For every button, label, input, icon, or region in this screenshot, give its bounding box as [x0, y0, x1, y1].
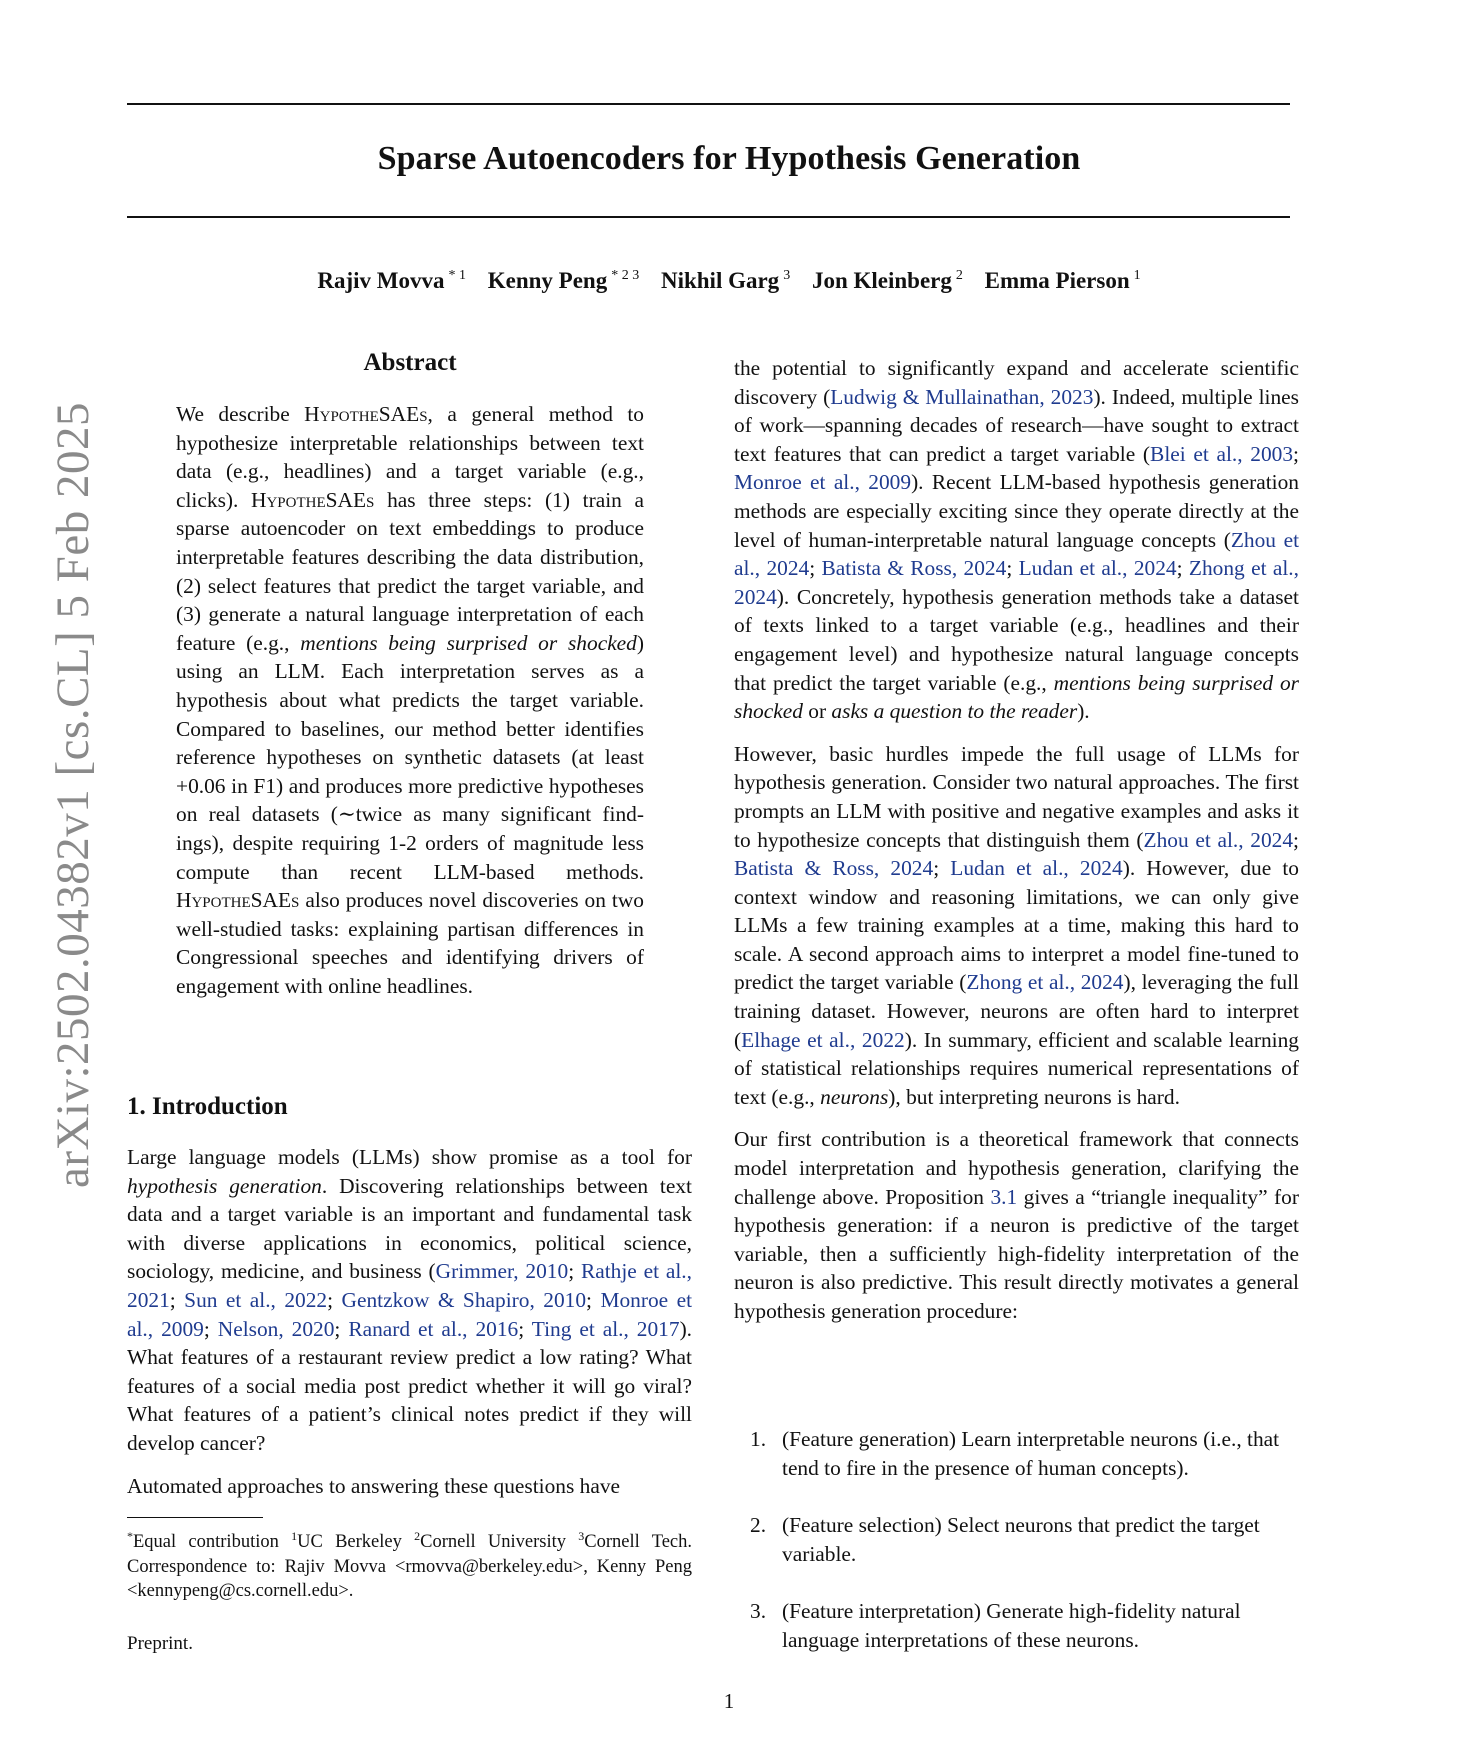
citation-link[interactable]: Ludwig & Mullainathan, 2023: [830, 384, 1094, 409]
method-name: HypotheSAEs: [304, 402, 428, 426]
abstract-text: We describe HypotheSAEs, a general method to hypothesize interpretable relationships between text data (e.g., headlines) and a target variable (e.g., clicks). HypotheSAEs has three steps: (1) train a sparse autoencoder on text embeddings to produce interpretable features describing the data distribution, (2) select features that predict the target variable, and (3) generate a natural language interpretation of each feature (e.g., mentions being surprised or shocked) using an LLM. Each interpretation serves as a hypothesis about what predicts the target variable. Compared to baselines, our method better identifies reference hypotheses on synthetic datasets (at least +0.06 in F1) and produces more predictive hypotheses on real datasets (∼twice as many significant findings), despite requiring 1-2 orders of magnitude less compute than recent LLM-based methods. HypotheSAEs also produces novel discoveries on two well-studied tasks: explaining partisan differences in Congressional speeches and identifying drivers of engagement with online headlines.: [176, 402, 644, 998]
section-heading-introduction: 1. Introduction: [127, 1093, 288, 1120]
citation-link[interactable]: Elhage et al., 2022: [741, 1027, 905, 1052]
author: Kenny Peng $^{* 2 3}$: [487, 268, 640, 293]
author: Jon Kleinberg $^2$: [811, 268, 963, 293]
author: Rajiv Movva $^{* 1}$: [317, 268, 466, 293]
citation-link[interactable]: Ludan et al., 2024: [1018, 556, 1177, 581]
citation-link[interactable]: Blei et al., 2003: [1150, 441, 1294, 466]
list-item: 3. (Feature interpretation) Generate high-fidelity natural language interpretations of these neurons.: [750, 1599, 1241, 1652]
paper-title: Sparse Autoencoders for Hypothesis Generation: [377, 140, 1081, 177]
method-name: HypotheSAEs: [251, 487, 375, 512]
footnote-rule: [127, 1517, 263, 1518]
list-item: 2. (Feature selection) Select neurons that predict the target variable.: [750, 1513, 1260, 1566]
citation-link[interactable]: Zhong et al., 2024: [966, 970, 1124, 995]
citation-link[interactable]: Grimmer, 2010: [435, 1259, 569, 1284]
author: Emma Pierson $^1$: [984, 268, 1141, 293]
citation-link[interactable]: Ranard et al., 2016: [348, 1316, 519, 1341]
citation-link[interactable]: Ludan et al., 2024: [950, 856, 1123, 881]
cross-reference-link[interactable]: 3.1: [990, 1184, 1018, 1209]
preprint-label: Preprint.: [127, 1633, 193, 1654]
citation-link[interactable]: Monroe et al., 2009: [127, 1287, 693, 1341]
abstract-heading: Abstract: [363, 349, 457, 376]
citation-link[interactable]: Nelson, 2020: [217, 1316, 335, 1341]
title-bottom-rule: [127, 216, 1290, 218]
intro-paragraph-2-continued: the potential to significantly expand and accelerate scientific discovery (Ludwig & Mullainathan, 2023). Indeed, multiple lines of work—spanning decades of research—have sought to extract text features that can predict a target variable (Blei et al., 2003; Monroe et al., 2009). Recent LLM-based hypothesis generation methods are especially exciting since they operate directly at the level of human-interpretable natural language concepts (Zhou et al., 2024; Batista & Ross, 2024; Ludan et al., 2024; Zhong et al., 2024). Concretely, hypothesis generation methods take a dataset of texts linked to a target variable (e.g., headlines and their engagement level) and hypothesize natural language concepts that predict the target variable (e.g., mentions being surprised or shocked or asks a question to the reader).: [734, 356, 1300, 724]
left-column-body: [127, 1143, 692, 1514]
page-number: 1: [723, 1689, 735, 1713]
author: Nikhil Garg $^3$: [660, 268, 791, 293]
footnote: *Equal contribution $^1$UC Berkeley $^2$Cornell University $^3$Cornell Tech. Correspondence to: Rajiv Movva <rmovva@berkeley.edu>, Kenny Peng <kennypeng@cs.cornell.edu>.: [127, 1529, 692, 1601]
right-column-body: [734, 354, 1299, 1340]
title-top-rule: [127, 103, 1290, 105]
arxiv-identifier: arXiv:2502.04382v1 [cs.CL] 5 Feb 2025: [47, 401, 99, 1189]
citation-link[interactable]: Batista & Ross, 2024: [821, 556, 1007, 581]
method-name: HypotheSAEs: [176, 888, 300, 913]
citation-link[interactable]: Zhou et al., 2024: [734, 527, 1300, 581]
intro-paragraph-1: Large language models (LLMs) show promise as a tool for hypothesis generation. Discovering relationships between text data and a target variable is an important and fundamental task with diverse applications in economics, political science, sociology, medicine, and business (Grimmer, 2010; Rathje et al., 2021; Sun et al., 2022; Gentzkow & Shapiro, 2010; Monroe et al., 2009; Nelson, 2020; Ranard et al., 2016; Ting et al., 2017). What features of a restaurant review predict a low rating? What features of a social media post predict whether it will go viral? What features of a patient’s clinical notes predict if they will develop cancer?: [127, 1145, 693, 1455]
intro-paragraph-4: Our first contribution is a theoretical framework that connects model interpretation and hypothesis generation, clarifying the challenge above. Proposition 3.1 gives a “triangle inequality” for hypothesis generation: if a neuron is predictive of the target variable, then a sufficiently high-fidelity interpretation of the neuron is also predictive. This result directly motivates a general hypothesis generation procedure:: [734, 1127, 1299, 1323]
procedure-steps-list: [750, 1425, 1299, 1684]
citation-link[interactable]: Monroe et al., 2009: [734, 470, 912, 495]
intro-paragraph-2-start: Automated approaches to answering these questions have: [127, 1473, 621, 1498]
intro-paragraph-3: However, basic hurdles impede the full usage of LLMs for hypothesis generation. Consider two natural approaches. The first prompts an LLM with positive and negative examples and asks it to hypothesize concepts that distinguish them (Zhou et al., 2024; Batista & Ross, 2024; Ludan et al., 2024). However, due to context window and reasoning limitations, we can only give LLMs a few training examples at a time, making this hard to scale. A second approach aims to interpret a model fine-tuned to predict the target variable (Zhong et al., 2024), leveraging the full training dataset. However, neurons are often hard to interpret (Elhage et al., 2022). In summary, efficient and scalable learning of statistical relationships requires numerical representations of text (e.g., neurons), but interpreting neurons is hard.: [734, 741, 1299, 1109]
citation-link[interactable]: Gentzkow & Shapiro, 2010: [341, 1287, 587, 1312]
citation-link[interactable]: Zhou et al., 2024: [1143, 827, 1294, 852]
author-list: [0, 268, 1458, 294]
citation-link[interactable]: Ting et al., 2017: [531, 1316, 680, 1341]
citation-link[interactable]: Rathje et al., 2021: [127, 1259, 693, 1312]
citation-link[interactable]: Batista & Ross, 2024: [734, 856, 934, 881]
list-item: 1. (Feature generation) Learn interpretable neurons (i.e., that tend to fire in the presence of human concepts).: [750, 1427, 1280, 1480]
citation-link[interactable]: Zhong et al., 2024: [734, 556, 1299, 609]
citation-link[interactable]: Sun et al., 2022: [184, 1287, 328, 1312]
